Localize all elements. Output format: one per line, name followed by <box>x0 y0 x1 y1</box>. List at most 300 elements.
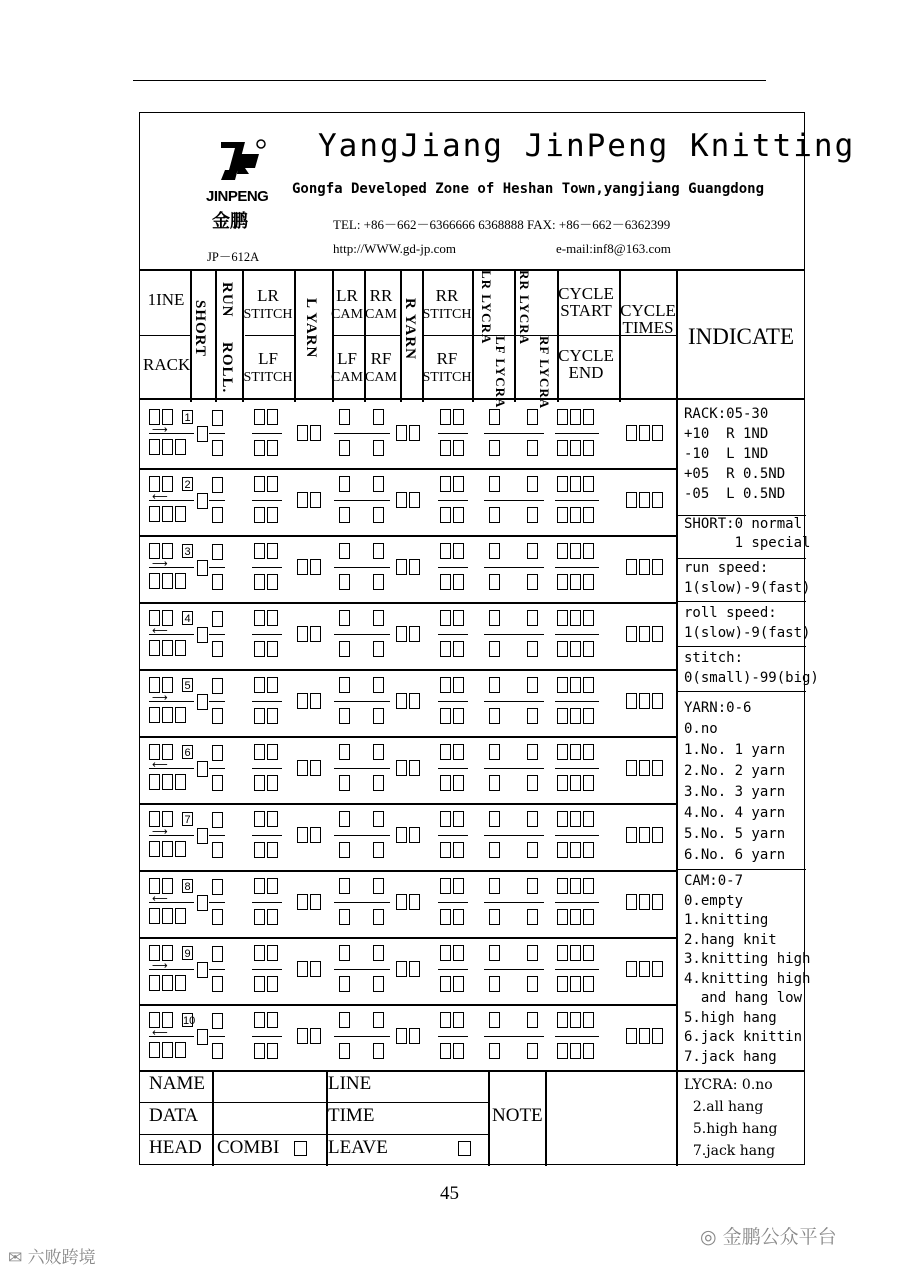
cycle-end-box[interactable] <box>557 708 568 724</box>
rack-box[interactable] <box>162 506 173 522</box>
lf-cam-box[interactable] <box>339 641 350 657</box>
lr-stitch-box[interactable] <box>267 945 278 961</box>
rf-stitch-box[interactable] <box>440 440 451 456</box>
l-yarn-box[interactable] <box>297 961 308 977</box>
r-yarn-box[interactable] <box>396 760 407 776</box>
cycle-start-box[interactable] <box>557 409 568 425</box>
lr-stitch-box[interactable] <box>254 610 265 626</box>
rr-stitch-box[interactable] <box>453 945 464 961</box>
lf-stitch-box[interactable] <box>267 1043 278 1059</box>
cycle-start-box[interactable] <box>557 744 568 760</box>
run-box[interactable] <box>212 812 223 828</box>
cycle-end-box[interactable] <box>583 574 594 590</box>
cycle-times-box[interactable] <box>639 492 650 508</box>
lf-cam-box[interactable] <box>339 775 350 791</box>
cycle-end-box[interactable] <box>583 641 594 657</box>
rf-stitch-box[interactable] <box>440 1043 451 1059</box>
lr-stitch-box[interactable] <box>254 409 265 425</box>
r-yarn-box[interactable] <box>396 559 407 575</box>
rack-box[interactable] <box>162 640 173 656</box>
cycle-times-box[interactable] <box>652 626 663 642</box>
cycle-end-box[interactable] <box>583 909 594 925</box>
lf-stitch-box[interactable] <box>254 842 265 858</box>
cycle-times-box[interactable] <box>639 1028 650 1044</box>
cycle-start-box[interactable] <box>583 476 594 492</box>
rf-stitch-box[interactable] <box>453 641 464 657</box>
rr-lycra-box[interactable] <box>527 543 538 559</box>
run-box[interactable] <box>212 879 223 895</box>
cycle-start-box[interactable] <box>557 1012 568 1028</box>
lr-lycra-box[interactable] <box>489 744 500 760</box>
rf-lycra-box[interactable] <box>527 842 538 858</box>
lf-lycra-box[interactable] <box>489 507 500 523</box>
lr-cam-box[interactable] <box>339 945 350 961</box>
cycle-start-box[interactable] <box>570 945 581 961</box>
rr-stitch-box[interactable] <box>440 610 451 626</box>
rf-cam-box[interactable] <box>373 574 384 590</box>
rack-box[interactable] <box>149 841 160 857</box>
lf-lycra-box[interactable] <box>489 574 500 590</box>
cycle-start-box[interactable] <box>583 543 594 559</box>
rack-box[interactable] <box>162 573 173 589</box>
lr-lycra-box[interactable] <box>489 543 500 559</box>
run-box[interactable] <box>212 410 223 426</box>
rr-stitch-box[interactable] <box>440 1012 451 1028</box>
cycle-start-box[interactable] <box>570 878 581 894</box>
rr-stitch-box[interactable] <box>453 677 464 693</box>
rf-stitch-box[interactable] <box>440 775 451 791</box>
run-box[interactable] <box>212 678 223 694</box>
cycle-times-box[interactable] <box>626 827 637 843</box>
rf-cam-box[interactable] <box>373 708 384 724</box>
cycle-start-box[interactable] <box>570 677 581 693</box>
r-yarn-box[interactable] <box>409 425 420 441</box>
lf-lycra-box[interactable] <box>489 440 500 456</box>
cycle-end-box[interactable] <box>557 574 568 590</box>
rr-cam-box[interactable] <box>373 409 384 425</box>
lr-lycra-box[interactable] <box>489 409 500 425</box>
rr-stitch-box[interactable] <box>440 677 451 693</box>
cycle-start-box[interactable] <box>557 945 568 961</box>
cycle-start-box[interactable] <box>583 409 594 425</box>
lf-stitch-box[interactable] <box>267 842 278 858</box>
lf-lycra-box[interactable] <box>489 775 500 791</box>
short-box[interactable] <box>197 560 208 576</box>
lr-stitch-box[interactable] <box>254 1012 265 1028</box>
lr-cam-box[interactable] <box>339 878 350 894</box>
cycle-times-box[interactable] <box>639 894 650 910</box>
rack-box[interactable] <box>149 439 160 455</box>
rf-stitch-box[interactable] <box>453 507 464 523</box>
cycle-times-box[interactable] <box>639 760 650 776</box>
cycle-times-box[interactable] <box>639 626 650 642</box>
rf-stitch-box[interactable] <box>453 1043 464 1059</box>
rack-box[interactable] <box>175 774 186 790</box>
cycle-times-box[interactable] <box>639 827 650 843</box>
l-yarn-box[interactable] <box>297 894 308 910</box>
lf-stitch-box[interactable] <box>267 440 278 456</box>
cycle-times-box[interactable] <box>626 894 637 910</box>
lf-lycra-box[interactable] <box>489 909 500 925</box>
lf-stitch-box[interactable] <box>254 641 265 657</box>
cycle-end-box[interactable] <box>570 842 581 858</box>
rr-lycra-box[interactable] <box>527 878 538 894</box>
cycle-end-box[interactable] <box>583 976 594 992</box>
rr-cam-box[interactable] <box>373 878 384 894</box>
l-yarn-box[interactable] <box>310 961 321 977</box>
lr-stitch-box[interactable] <box>254 811 265 827</box>
lf-stitch-box[interactable] <box>267 976 278 992</box>
cycle-end-box[interactable] <box>570 574 581 590</box>
rf-cam-box[interactable] <box>373 842 384 858</box>
rack-box[interactable] <box>162 908 173 924</box>
rf-stitch-box[interactable] <box>440 708 451 724</box>
run-box[interactable] <box>212 946 223 962</box>
cycle-end-box[interactable] <box>583 1043 594 1059</box>
l-yarn-box[interactable] <box>310 894 321 910</box>
r-yarn-box[interactable] <box>396 961 407 977</box>
rf-stitch-box[interactable] <box>453 976 464 992</box>
lf-lycra-box[interactable] <box>489 708 500 724</box>
cycle-end-box[interactable] <box>583 775 594 791</box>
rr-stitch-box[interactable] <box>453 409 464 425</box>
rack-box[interactable] <box>149 707 160 723</box>
l-yarn-box[interactable] <box>310 559 321 575</box>
l-yarn-box[interactable] <box>297 559 308 575</box>
cycle-start-box[interactable] <box>557 543 568 559</box>
lf-stitch-box[interactable] <box>267 574 278 590</box>
rf-cam-box[interactable] <box>373 909 384 925</box>
r-yarn-box[interactable] <box>409 492 420 508</box>
roll-box[interactable] <box>212 507 223 523</box>
rf-stitch-box[interactable] <box>440 574 451 590</box>
r-yarn-box[interactable] <box>409 626 420 642</box>
rf-stitch-box[interactable] <box>453 440 464 456</box>
lr-stitch-box[interactable] <box>267 1012 278 1028</box>
cycle-end-box[interactable] <box>570 708 581 724</box>
cycle-start-box[interactable] <box>557 610 568 626</box>
r-yarn-box[interactable] <box>409 894 420 910</box>
r-yarn-box[interactable] <box>396 693 407 709</box>
short-box[interactable] <box>197 1029 208 1045</box>
cycle-times-box[interactable] <box>652 693 663 709</box>
cycle-start-box[interactable] <box>583 945 594 961</box>
rr-stitch-box[interactable] <box>440 811 451 827</box>
lf-lycra-box[interactable] <box>489 1043 500 1059</box>
lf-stitch-box[interactable] <box>254 507 265 523</box>
rack-box[interactable] <box>149 908 160 924</box>
lf-stitch-box[interactable] <box>254 1043 265 1059</box>
r-yarn-box[interactable] <box>409 827 420 843</box>
l-yarn-box[interactable] <box>297 425 308 441</box>
rr-lycra-box[interactable] <box>527 1012 538 1028</box>
cycle-times-box[interactable] <box>652 1028 663 1044</box>
rr-cam-box[interactable] <box>373 543 384 559</box>
rr-cam-box[interactable] <box>373 744 384 760</box>
rr-stitch-box[interactable] <box>453 1012 464 1028</box>
lf-stitch-box[interactable] <box>267 909 278 925</box>
lr-stitch-box[interactable] <box>267 409 278 425</box>
lr-stitch-box[interactable] <box>254 677 265 693</box>
run-box[interactable] <box>212 1013 223 1029</box>
lf-stitch-box[interactable] <box>254 775 265 791</box>
cycle-start-box[interactable] <box>570 409 581 425</box>
cycle-end-box[interactable] <box>570 1043 581 1059</box>
lr-stitch-box[interactable] <box>267 543 278 559</box>
r-yarn-box[interactable] <box>396 425 407 441</box>
lf-stitch-box[interactable] <box>254 976 265 992</box>
rr-cam-box[interactable] <box>373 811 384 827</box>
lf-cam-box[interactable] <box>339 909 350 925</box>
rr-stitch-box[interactable] <box>453 610 464 626</box>
lf-lycra-box[interactable] <box>489 641 500 657</box>
rack-box[interactable] <box>149 774 160 790</box>
rr-cam-box[interactable] <box>373 476 384 492</box>
short-box[interactable] <box>197 895 208 911</box>
rr-stitch-box[interactable] <box>453 476 464 492</box>
lf-stitch-box[interactable] <box>267 708 278 724</box>
rf-stitch-box[interactable] <box>453 708 464 724</box>
rf-stitch-box[interactable] <box>453 775 464 791</box>
cycle-times-box[interactable] <box>652 894 663 910</box>
cycle-start-box[interactable] <box>583 878 594 894</box>
rf-lycra-box[interactable] <box>527 775 538 791</box>
cycle-start-box[interactable] <box>570 744 581 760</box>
short-box[interactable] <box>197 426 208 442</box>
r-yarn-box[interactable] <box>409 760 420 776</box>
cycle-end-box[interactable] <box>583 842 594 858</box>
cycle-times-box[interactable] <box>626 492 637 508</box>
rr-stitch-box[interactable] <box>440 878 451 894</box>
cycle-end-box[interactable] <box>557 976 568 992</box>
rf-lycra-box[interactable] <box>527 1043 538 1059</box>
r-yarn-box[interactable] <box>396 1028 407 1044</box>
cycle-start-box[interactable] <box>570 610 581 626</box>
rr-lycra-box[interactable] <box>527 476 538 492</box>
short-box[interactable] <box>197 694 208 710</box>
lr-cam-box[interactable] <box>339 543 350 559</box>
rack-box[interactable] <box>162 1042 173 1058</box>
cycle-times-box[interactable] <box>626 559 637 575</box>
r-yarn-box[interactable] <box>396 626 407 642</box>
lr-lycra-box[interactable] <box>489 610 500 626</box>
l-yarn-box[interactable] <box>310 693 321 709</box>
rack-box[interactable] <box>175 1042 186 1058</box>
rack-box[interactable] <box>175 640 186 656</box>
rf-lycra-box[interactable] <box>527 507 538 523</box>
l-yarn-box[interactable] <box>297 492 308 508</box>
lr-cam-box[interactable] <box>339 610 350 626</box>
rack-box[interactable] <box>149 975 160 991</box>
run-box[interactable] <box>212 477 223 493</box>
lf-cam-box[interactable] <box>339 507 350 523</box>
cycle-start-box[interactable] <box>583 811 594 827</box>
lr-lycra-box[interactable] <box>489 1012 500 1028</box>
cycle-end-box[interactable] <box>583 507 594 523</box>
cycle-times-box[interactable] <box>639 961 650 977</box>
lf-stitch-box[interactable] <box>254 440 265 456</box>
lr-lycra-box[interactable] <box>489 878 500 894</box>
lr-stitch-box[interactable] <box>267 811 278 827</box>
cycle-times-box[interactable] <box>626 425 637 441</box>
roll-box[interactable] <box>212 909 223 925</box>
lr-cam-box[interactable] <box>339 409 350 425</box>
rf-stitch-box[interactable] <box>440 507 451 523</box>
lf-cam-box[interactable] <box>339 708 350 724</box>
cycle-times-box[interactable] <box>652 827 663 843</box>
cycle-times-box[interactable] <box>626 693 637 709</box>
roll-box[interactable] <box>212 708 223 724</box>
lr-stitch-box[interactable] <box>254 945 265 961</box>
cycle-end-box[interactable] <box>583 708 594 724</box>
rf-stitch-box[interactable] <box>440 976 451 992</box>
lr-stitch-box[interactable] <box>254 878 265 894</box>
roll-box[interactable] <box>212 976 223 992</box>
lf-stitch-box[interactable] <box>267 507 278 523</box>
cycle-times-box[interactable] <box>652 559 663 575</box>
r-yarn-box[interactable] <box>396 894 407 910</box>
short-box[interactable] <box>197 493 208 509</box>
lr-lycra-box[interactable] <box>489 811 500 827</box>
short-box[interactable] <box>197 828 208 844</box>
rack-box[interactable] <box>149 506 160 522</box>
cycle-start-box[interactable] <box>570 1012 581 1028</box>
l-yarn-box[interactable] <box>310 1028 321 1044</box>
lr-stitch-box[interactable] <box>267 677 278 693</box>
run-box[interactable] <box>212 544 223 560</box>
r-yarn-box[interactable] <box>409 559 420 575</box>
rack-box[interactable] <box>149 573 160 589</box>
combi-checkbox[interactable] <box>294 1141 307 1156</box>
cycle-end-box[interactable] <box>557 641 568 657</box>
l-yarn-box[interactable] <box>297 1028 308 1044</box>
rack-box[interactable] <box>149 640 160 656</box>
rf-cam-box[interactable] <box>373 641 384 657</box>
cycle-end-box[interactable] <box>570 440 581 456</box>
rf-stitch-box[interactable] <box>440 909 451 925</box>
lf-cam-box[interactable] <box>339 1043 350 1059</box>
rr-stitch-box[interactable] <box>453 543 464 559</box>
l-yarn-box[interactable] <box>297 827 308 843</box>
roll-box[interactable] <box>212 842 223 858</box>
lr-stitch-box[interactable] <box>254 543 265 559</box>
cycle-start-box[interactable] <box>570 543 581 559</box>
lr-stitch-box[interactable] <box>254 476 265 492</box>
rf-cam-box[interactable] <box>373 440 384 456</box>
cycle-times-box[interactable] <box>652 961 663 977</box>
rr-stitch-box[interactable] <box>440 543 451 559</box>
lr-cam-box[interactable] <box>339 476 350 492</box>
rr-cam-box[interactable] <box>373 945 384 961</box>
roll-box[interactable] <box>212 440 223 456</box>
rack-box[interactable] <box>175 975 186 991</box>
rack-box[interactable] <box>162 841 173 857</box>
lr-stitch-box[interactable] <box>267 610 278 626</box>
r-yarn-box[interactable] <box>396 827 407 843</box>
rr-stitch-box[interactable] <box>453 878 464 894</box>
lf-cam-box[interactable] <box>339 440 350 456</box>
rf-stitch-box[interactable] <box>440 641 451 657</box>
cycle-times-box[interactable] <box>639 425 650 441</box>
leave-checkbox[interactable] <box>458 1141 471 1156</box>
lr-lycra-box[interactable] <box>489 476 500 492</box>
l-yarn-box[interactable] <box>297 626 308 642</box>
cycle-times-box[interactable] <box>639 693 650 709</box>
rf-stitch-box[interactable] <box>453 574 464 590</box>
lr-lycra-box[interactable] <box>489 677 500 693</box>
l-yarn-box[interactable] <box>310 827 321 843</box>
rr-stitch-box[interactable] <box>440 409 451 425</box>
cycle-end-box[interactable] <box>557 507 568 523</box>
l-yarn-box[interactable] <box>310 425 321 441</box>
rr-stitch-box[interactable] <box>440 744 451 760</box>
cycle-times-box[interactable] <box>639 559 650 575</box>
rack-box[interactable] <box>175 908 186 924</box>
rack-box[interactable] <box>175 506 186 522</box>
cycle-start-box[interactable] <box>570 811 581 827</box>
lf-stitch-box[interactable] <box>254 574 265 590</box>
cycle-start-box[interactable] <box>583 744 594 760</box>
l-yarn-box[interactable] <box>297 760 308 776</box>
lr-lycra-box[interactable] <box>489 945 500 961</box>
rr-cam-box[interactable] <box>373 610 384 626</box>
l-yarn-box[interactable] <box>310 760 321 776</box>
lf-stitch-box[interactable] <box>254 909 265 925</box>
lr-stitch-box[interactable] <box>267 878 278 894</box>
cycle-times-box[interactable] <box>626 961 637 977</box>
rf-lycra-box[interactable] <box>527 574 538 590</box>
lf-stitch-box[interactable] <box>254 708 265 724</box>
short-box[interactable] <box>197 761 208 777</box>
rr-lycra-box[interactable] <box>527 945 538 961</box>
cycle-start-box[interactable] <box>557 811 568 827</box>
short-box[interactable] <box>197 627 208 643</box>
lr-cam-box[interactable] <box>339 677 350 693</box>
rf-cam-box[interactable] <box>373 507 384 523</box>
roll-box[interactable] <box>212 641 223 657</box>
lr-stitch-box[interactable] <box>254 744 265 760</box>
r-yarn-box[interactable] <box>409 961 420 977</box>
rf-stitch-box[interactable] <box>453 842 464 858</box>
rack-box[interactable] <box>175 707 186 723</box>
l-yarn-box[interactable] <box>310 492 321 508</box>
rf-stitch-box[interactable] <box>453 909 464 925</box>
rf-cam-box[interactable] <box>373 976 384 992</box>
rr-stitch-box[interactable] <box>453 744 464 760</box>
cycle-times-box[interactable] <box>626 626 637 642</box>
rack-box[interactable] <box>175 841 186 857</box>
cycle-end-box[interactable] <box>570 641 581 657</box>
rr-stitch-box[interactable] <box>453 811 464 827</box>
run-box[interactable] <box>212 611 223 627</box>
cycle-end-box[interactable] <box>570 976 581 992</box>
rr-lycra-box[interactable] <box>527 744 538 760</box>
rack-box[interactable] <box>162 707 173 723</box>
cycle-start-box[interactable] <box>583 1012 594 1028</box>
rf-lycra-box[interactable] <box>527 909 538 925</box>
lr-stitch-box[interactable] <box>267 744 278 760</box>
cycle-end-box[interactable] <box>570 775 581 791</box>
run-box[interactable] <box>212 745 223 761</box>
cycle-start-box[interactable] <box>557 878 568 894</box>
rr-stitch-box[interactable] <box>440 945 451 961</box>
rr-lycra-box[interactable] <box>527 409 538 425</box>
roll-box[interactable] <box>212 574 223 590</box>
cycle-start-box[interactable] <box>557 677 568 693</box>
rr-cam-box[interactable] <box>373 677 384 693</box>
lr-cam-box[interactable] <box>339 744 350 760</box>
short-box[interactable] <box>197 962 208 978</box>
